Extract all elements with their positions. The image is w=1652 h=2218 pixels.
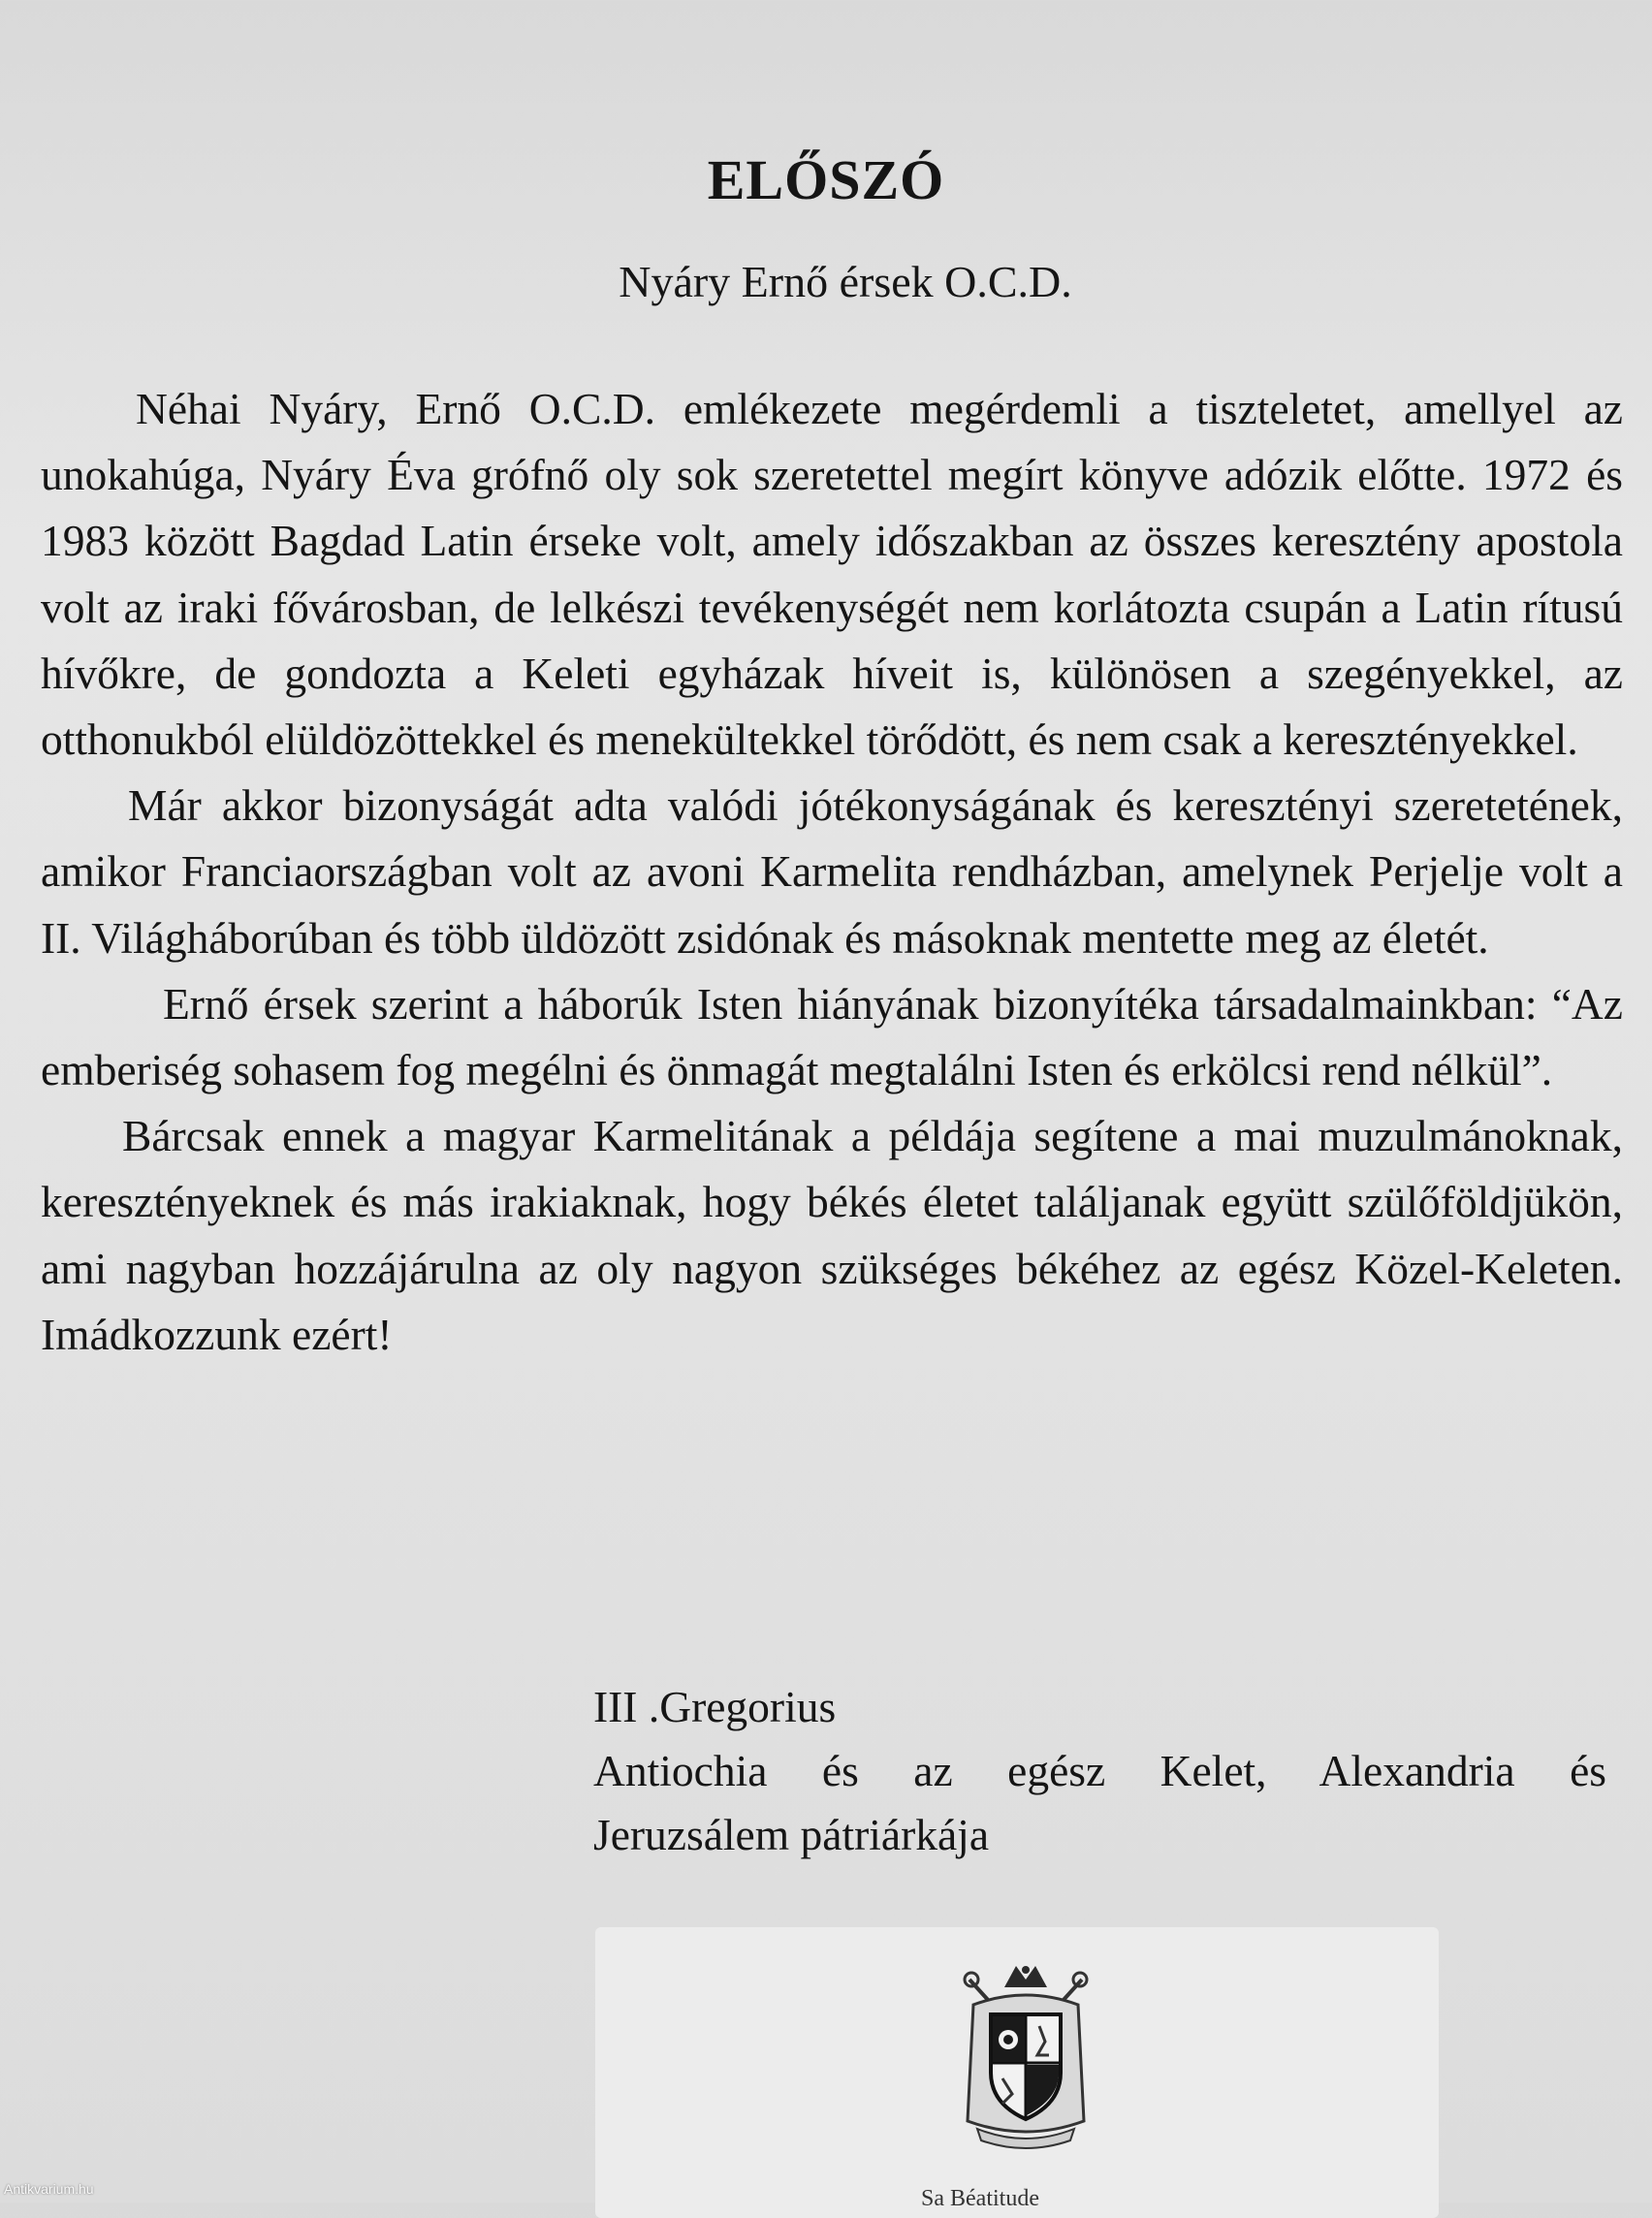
paragraph-3: Ernő érsek szerint a háborúk Isten hiányának bizonyítéka társadalmainkban: “Az emberiség sohasem fog megélni és önmagát megtalálni Isten és erkölcsi rend nélkül”. [41, 978, 1623, 1095]
paragraph-2: Már akkor bizonyságát adta valódi jótékonyságának és keresztényi szeretetének, amikor Franciaországban volt az avoni Karmelita rendházban, amelynek Perjelje volt a II. Világháborúban és több üldözött zsidónak és másoknak mentette meg az életét. [41, 780, 1623, 963]
signature-name: III .Gregorius [593, 1682, 837, 1731]
page-subtitle: Nyáry Ernő érsek O.C.D. [619, 257, 1072, 306]
coat-of-arms-icon [948, 1958, 1103, 2152]
paragraph-1: Néhai Nyáry, Ernő O.C.D. emlékezete megérdemli a tiszteletet, amellyel az unokahúga, Nyáry Éva grófnő oly sok szeretettel megírt könyve adózik előtte. 1972 és 1983 között Bagdad Latin érseke volt, amely időszakban az összes keresztény apostola volt az iraki fővárosban, de lelkészi tevékenységét nem korlátozta csupán a Latin rítusú hívőkre, de gondozta a Keleti egyházak híveit is, különösen a szegényekkel, az otthonukból elüldözöttekkel és menekültekkel törődött, és nem csak a keresztényekkel. [41, 384, 1623, 765]
signature-title-line-2: Jeruzsálem pátriárkája [593, 1810, 990, 1859]
signature-block [593, 1675, 1606, 1867]
emblem-caption: Sa Béatitude [921, 2186, 1039, 2211]
preface-body [41, 376, 1623, 1368]
paragraph-4: Bárcsak ennek a magyar Karmelitának a példája segítene a mai muzulmánoknak, keresztényeknek és más irakiaknak, hogy békés életet találjanak együtt szülőföldjükön, ami nagyban hozzájárulna az oly nagyon szükséges békéhez az egész Közel-Keleten. Imádkozzunk ezért! [41, 1111, 1623, 1359]
watermark: Antikvarium.hu [4, 2181, 94, 2197]
signature-title-line-1: Antiochia és az egész Kelet, Alexandria és [593, 1746, 1606, 1795]
page-title: ELŐSZÓ [707, 147, 945, 211]
